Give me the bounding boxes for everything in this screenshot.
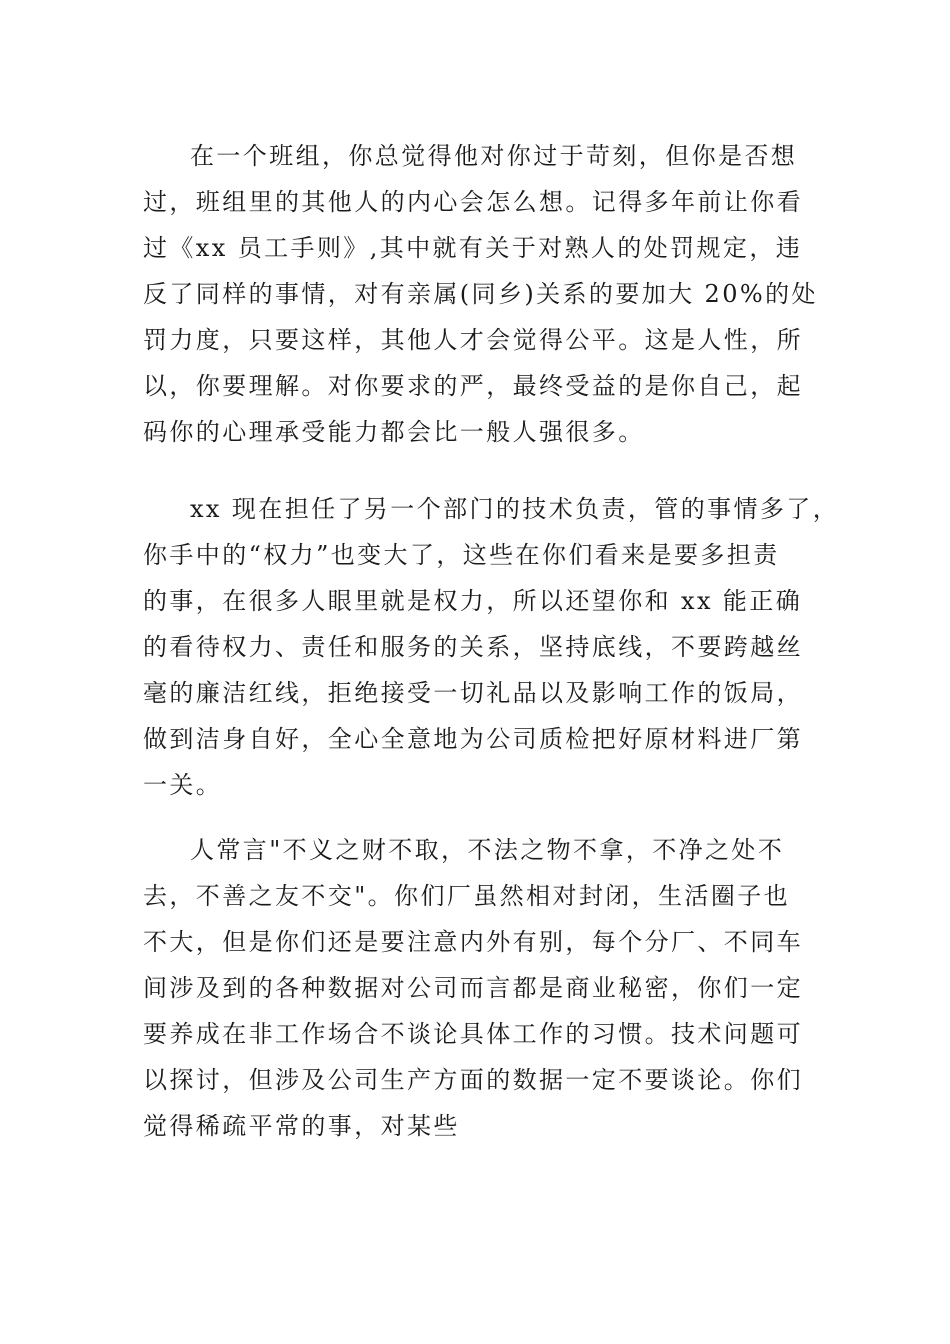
paragraph-line: xx 现在担任了另一个部门的技术负责，管的事情多了， (190, 495, 840, 523)
paragraph-2 (143, 486, 840, 808)
paragraph-line: 的事，在很多人眼里就是权力，所以还望你和 xx 能正确 (143, 587, 803, 615)
paragraph-line: 以探讨，但涉及公司生产方面的数据一定不要谈论。你们 (143, 1066, 803, 1094)
paragraph-line: 不大，但是你们还是要注意内外有别，每个分厂、不同车 (143, 928, 803, 956)
paragraph-3 (143, 827, 823, 1149)
paragraph-line: 去，不善之友不交"。你们厂虽然相对封闭，生活圈子也 (143, 882, 791, 910)
paragraph-line: 过，班组里的其他人的内心会怎么想。记得多年前让你看 (143, 188, 803, 216)
paragraph-1 (143, 133, 823, 455)
paragraph-line: 你手中的“权力”也变大了，这些在你们看来是要多担责 (143, 541, 780, 569)
paragraph-line: 过《xx 员工手则》,其中就有关于对熟人的处罚规定，违 (143, 234, 803, 262)
paragraph-line: 以，你要理解。对你要求的严，最终受益的是你自己，起 (143, 372, 803, 400)
paragraph-line: 罚力度，只要这样，其他人才会觉得公平。这是人性，所 (143, 326, 803, 354)
paragraph-line: 做到洁身自好，全心全意地为公司质检把好原材料进厂第 (143, 725, 803, 753)
paragraph-line: 反了同样的事情，对有亲属(同乡)关系的要加大 20%的处 (143, 280, 818, 308)
paragraph-line: 在一个班组，你总觉得他对你过于苛刻，但你是否想 (190, 142, 798, 170)
paragraph-line: 人常言"不义之财不取，不法之物不拿，不净之处不 (190, 836, 785, 864)
paragraph-line: 毫的廉洁红线，拒绝接受一切礼品以及影响工作的饭局， (143, 679, 803, 707)
paragraph-line: 一关。 (143, 771, 223, 799)
paragraph-line: 间涉及到的各种数据对公司而言都是商业秘密，你们一定 (143, 974, 803, 1002)
paragraph-line: 要养成在非工作场合不谈论具体工作的习惯。技术问题可 (143, 1020, 803, 1048)
paragraph-line: 觉得稀疏平常的事，对某些 (143, 1112, 460, 1140)
paragraph-line: 的看待权力、责任和服务的关系，坚持底线，不要跨越丝 (143, 633, 803, 661)
paragraph-line: 码你的心理承受能力都会比一般人强很多。 (143, 418, 645, 446)
